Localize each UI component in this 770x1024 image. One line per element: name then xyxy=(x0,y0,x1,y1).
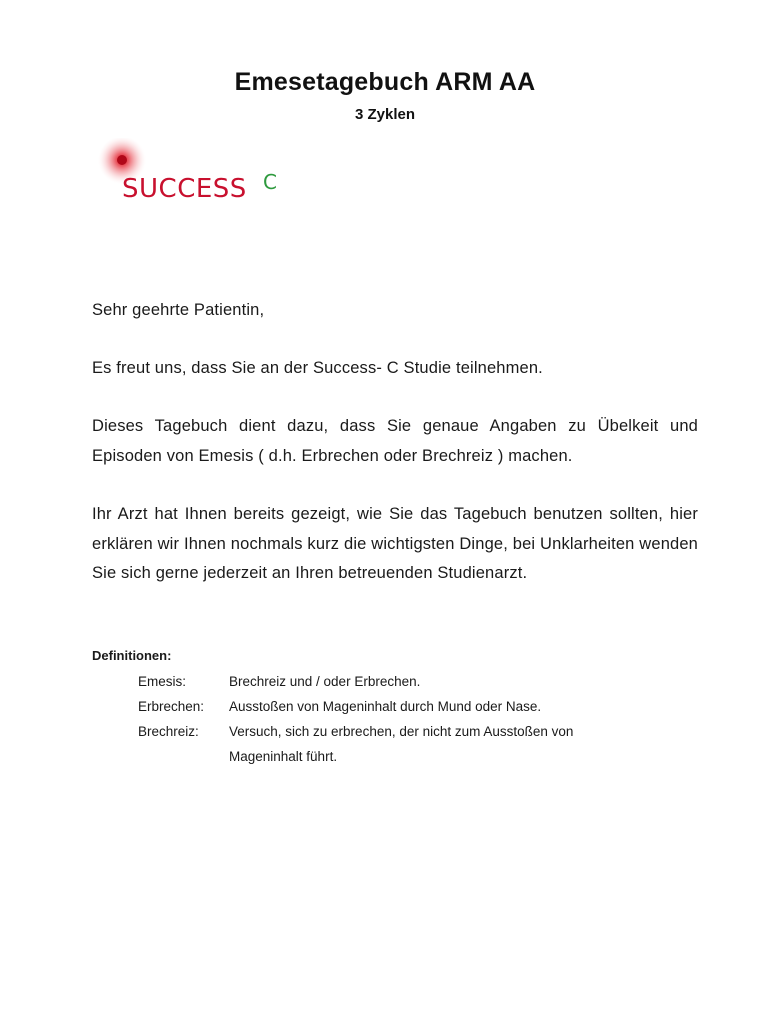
document-subtitle: 3 Zyklen xyxy=(354,106,416,123)
intro-paragraph: Es freut uns, dass Sie an der Success- C Studie teilnehmen. xyxy=(92,359,543,377)
document-title: Emesetagebuch ARM AA xyxy=(234,68,536,96)
success-c-logo xyxy=(92,138,292,218)
definition-term: Erbrechen: xyxy=(138,699,205,714)
logo-superscript: C xyxy=(263,170,277,194)
doctor-note-paragraph: Ihr Arzt hat Ihnen bereits gezeigt, wie Sie das Tagebuch benutzen sollten, hier erklären wir Ihnen nochmals kurz die wichtigsten Dinge, bei Unklarheiten wenden Sie sich gerne jederzeit an Ihren betreuenden Studienarzt. xyxy=(92,505,698,582)
definition-description: Brechreiz und / oder Erbrechen. xyxy=(229,674,421,689)
definition-description: Versuch, sich zu erbrechen, der nicht zum Ausstoßen von Mageninhalt führt. xyxy=(229,724,574,764)
definitions-heading: Definitionen: xyxy=(92,648,172,663)
definition-term: Emesis: xyxy=(138,674,187,689)
logo-wordmark: SUCCESS xyxy=(122,174,247,204)
definition-term: Brechreiz: xyxy=(138,724,199,739)
definition-description: Ausstoßen von Mageninhalt durch Mund oder Nase. xyxy=(229,699,542,714)
salutation: Sehr geehrte Patientin, xyxy=(92,301,265,319)
purpose-paragraph: Dieses Tagebuch dient dazu, dass Sie genaue Angaben zu Übelkeit und Episoden von Emesis ( d.h. Erbrechen oder Brechreiz ) machen. xyxy=(92,417,698,465)
